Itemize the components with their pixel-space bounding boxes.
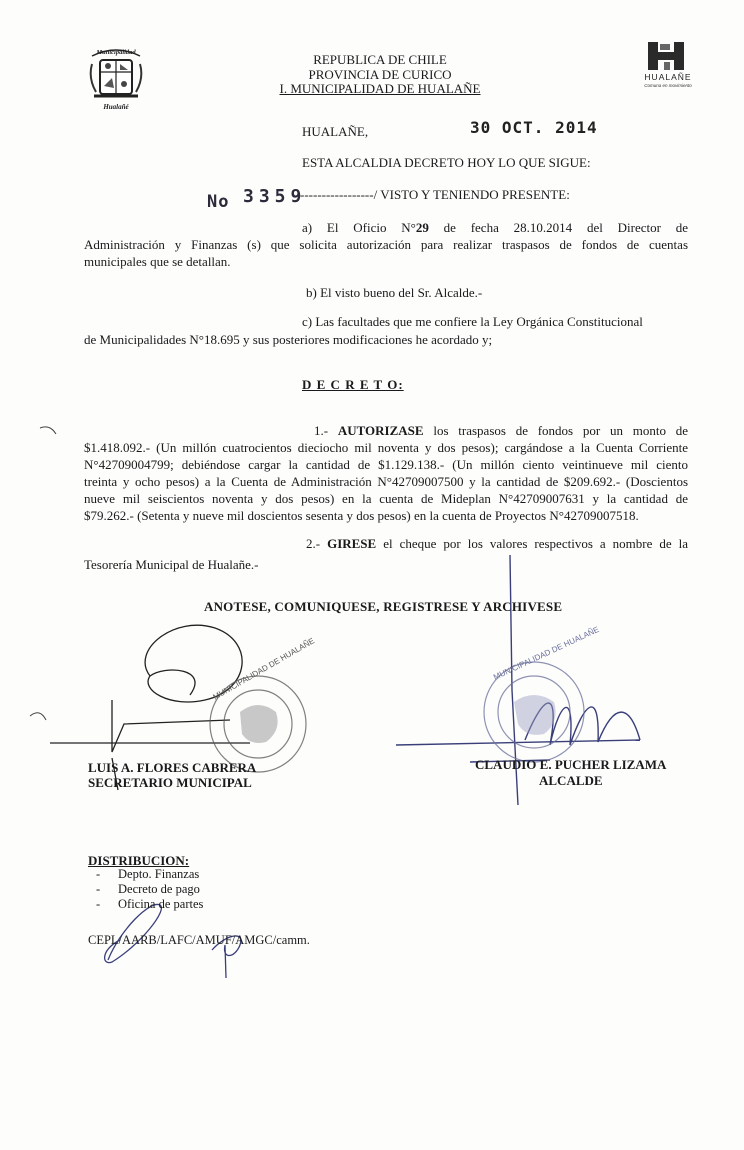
list-item: - Decreto de pago	[96, 882, 200, 896]
secretary-seal	[210, 676, 306, 772]
mayor-seal	[484, 662, 584, 762]
article-1-line: N°42709004799; debiéndose cargar la cantidad de $1.129.138.- (Un millón ciento veintinueve mil ciento	[84, 457, 688, 472]
article-1: 1.- AUTORIZASE los traspasos de fondos por un monto de $1.418.092.- (Un millón cuatrocientos dieciocho mil noventa y dos pesos); cargándose a la Cuenta Corriente N°42709004799; debiéndose cargar la cantidad de $1.129.138.- (Un millón ciento veintinueve mil ciento treinta y ocho pesos) a la Cuenta de Administración N°42709007500 y la cantidad de $209.692.- (Doscientos nueve mil seiscientos noventa y dos pesos) en la cuenta de Mideplan N°42709007631 y la cantidad de $79.262.- (Setenta y nueve mil doscientos sesenta y dos pesos) en la cuenta de Proyectos N°42709007518.	[84, 423, 688, 523]
consideration-c-line2: de Municipalidades N°18.695 y sus posteriores modificaciones he acordado y;	[84, 332, 493, 347]
svg-text:Municipalidad: Municipalidad	[96, 49, 136, 56]
distribution-list	[96, 867, 203, 912]
article-1-line: treinta y ocho pesos) a la Cuenta de Administración N°42709007500 y la cantidad de $209.692.- (Doscientos	[84, 474, 688, 489]
article-2: 2.- GIRESE el cheque por los valores respectivos a nombre de la Tesorería Municipal de Hualañe.-	[84, 536, 688, 572]
mayor-name: CLAUDIO E. PUCHER LIZAMA	[475, 757, 667, 772]
consideration-a: a) El Oficio N°29 de fecha 28.10.2014 del Director de Administración y Finanzas (s) que solicita autorización para realizar traspasos de fondos de cuentas municipales que se detallan.	[84, 220, 688, 269]
seal-left-text: MUNICIPALIDAD DE HUALAÑE	[211, 636, 316, 702]
mayor-title: ALCALDE	[539, 773, 603, 788]
secretary-title: SECRETARIO MUNICIPAL	[88, 775, 252, 790]
brand-name: HUALAÑE	[644, 72, 692, 82]
consideration-b: b) El visto bueno del Sr. Alcalde.-	[306, 285, 483, 300]
visto-heading: -----------------/ VISTO Y TENIENDO PRESENTE:	[300, 187, 570, 202]
list-item: - Oficina de partes	[96, 897, 204, 911]
date-stamp: 30 OCT. 2014	[470, 118, 598, 137]
decree-title: D E C R E T O:	[302, 377, 404, 392]
municipal-crest-logo	[84, 42, 148, 114]
hualane-brand-logo	[640, 40, 696, 92]
consideration-c-line1: c) Las facultades que me confiere la Ley Orgánica Constitucional	[302, 314, 643, 329]
letterhead-country: REPUBLICA DE CHILE	[313, 52, 447, 67]
list-item: - Depto. Finanzas	[96, 867, 200, 881]
svg-text:Hualañé: Hualañé	[103, 103, 129, 111]
letterhead-province: PROVINCIA DE CURICO	[308, 66, 452, 82]
decree-intro: ESTA ALCALDIA DECRETO HOY LO QUE SIGUE:	[302, 155, 591, 170]
seal-right-text: MUNICIPALIDAD DE HUALAÑE	[492, 624, 601, 682]
article-1-line: nueve mil seiscientos noventa y dos pesos) en la cuenta de Mideplan N°42709007631 y la cantidad de	[84, 491, 688, 506]
distribution-title: DISTRIBUCION:	[88, 853, 190, 868]
decree-number: 3359	[243, 186, 307, 207]
letterhead-municipality: I. MUNICIPALIDAD DE HUALAÑE	[279, 81, 481, 96]
reference-initials: CEPL/AARB/LAFC/AMUF/AMGC/camm.	[88, 933, 310, 947]
secretary-name: LUIS A. FLORES CABRERA	[88, 760, 257, 775]
letterhead	[250, 53, 510, 97]
article-1-line: $79.262.- (Setenta y nueve mil doscientos sesenta y dos pesos) en la cuenta de Proyectos N°42709007518.	[84, 508, 639, 523]
brand-tagline: Comuna en movimiento	[644, 83, 692, 88]
decree-number-prefix: No	[207, 192, 230, 212]
article-1-line: $1.418.092.- (Un millón cuatrocientos dieciocho mil noventa y dos pesos); cargándose a la Cuenta Corriente	[84, 440, 688, 455]
closing-formula: ANOTESE, COMUNIQUESE, REGISTRESE Y ARCHIVESE	[204, 599, 563, 614]
place-label: HUALAÑE,	[302, 124, 369, 139]
